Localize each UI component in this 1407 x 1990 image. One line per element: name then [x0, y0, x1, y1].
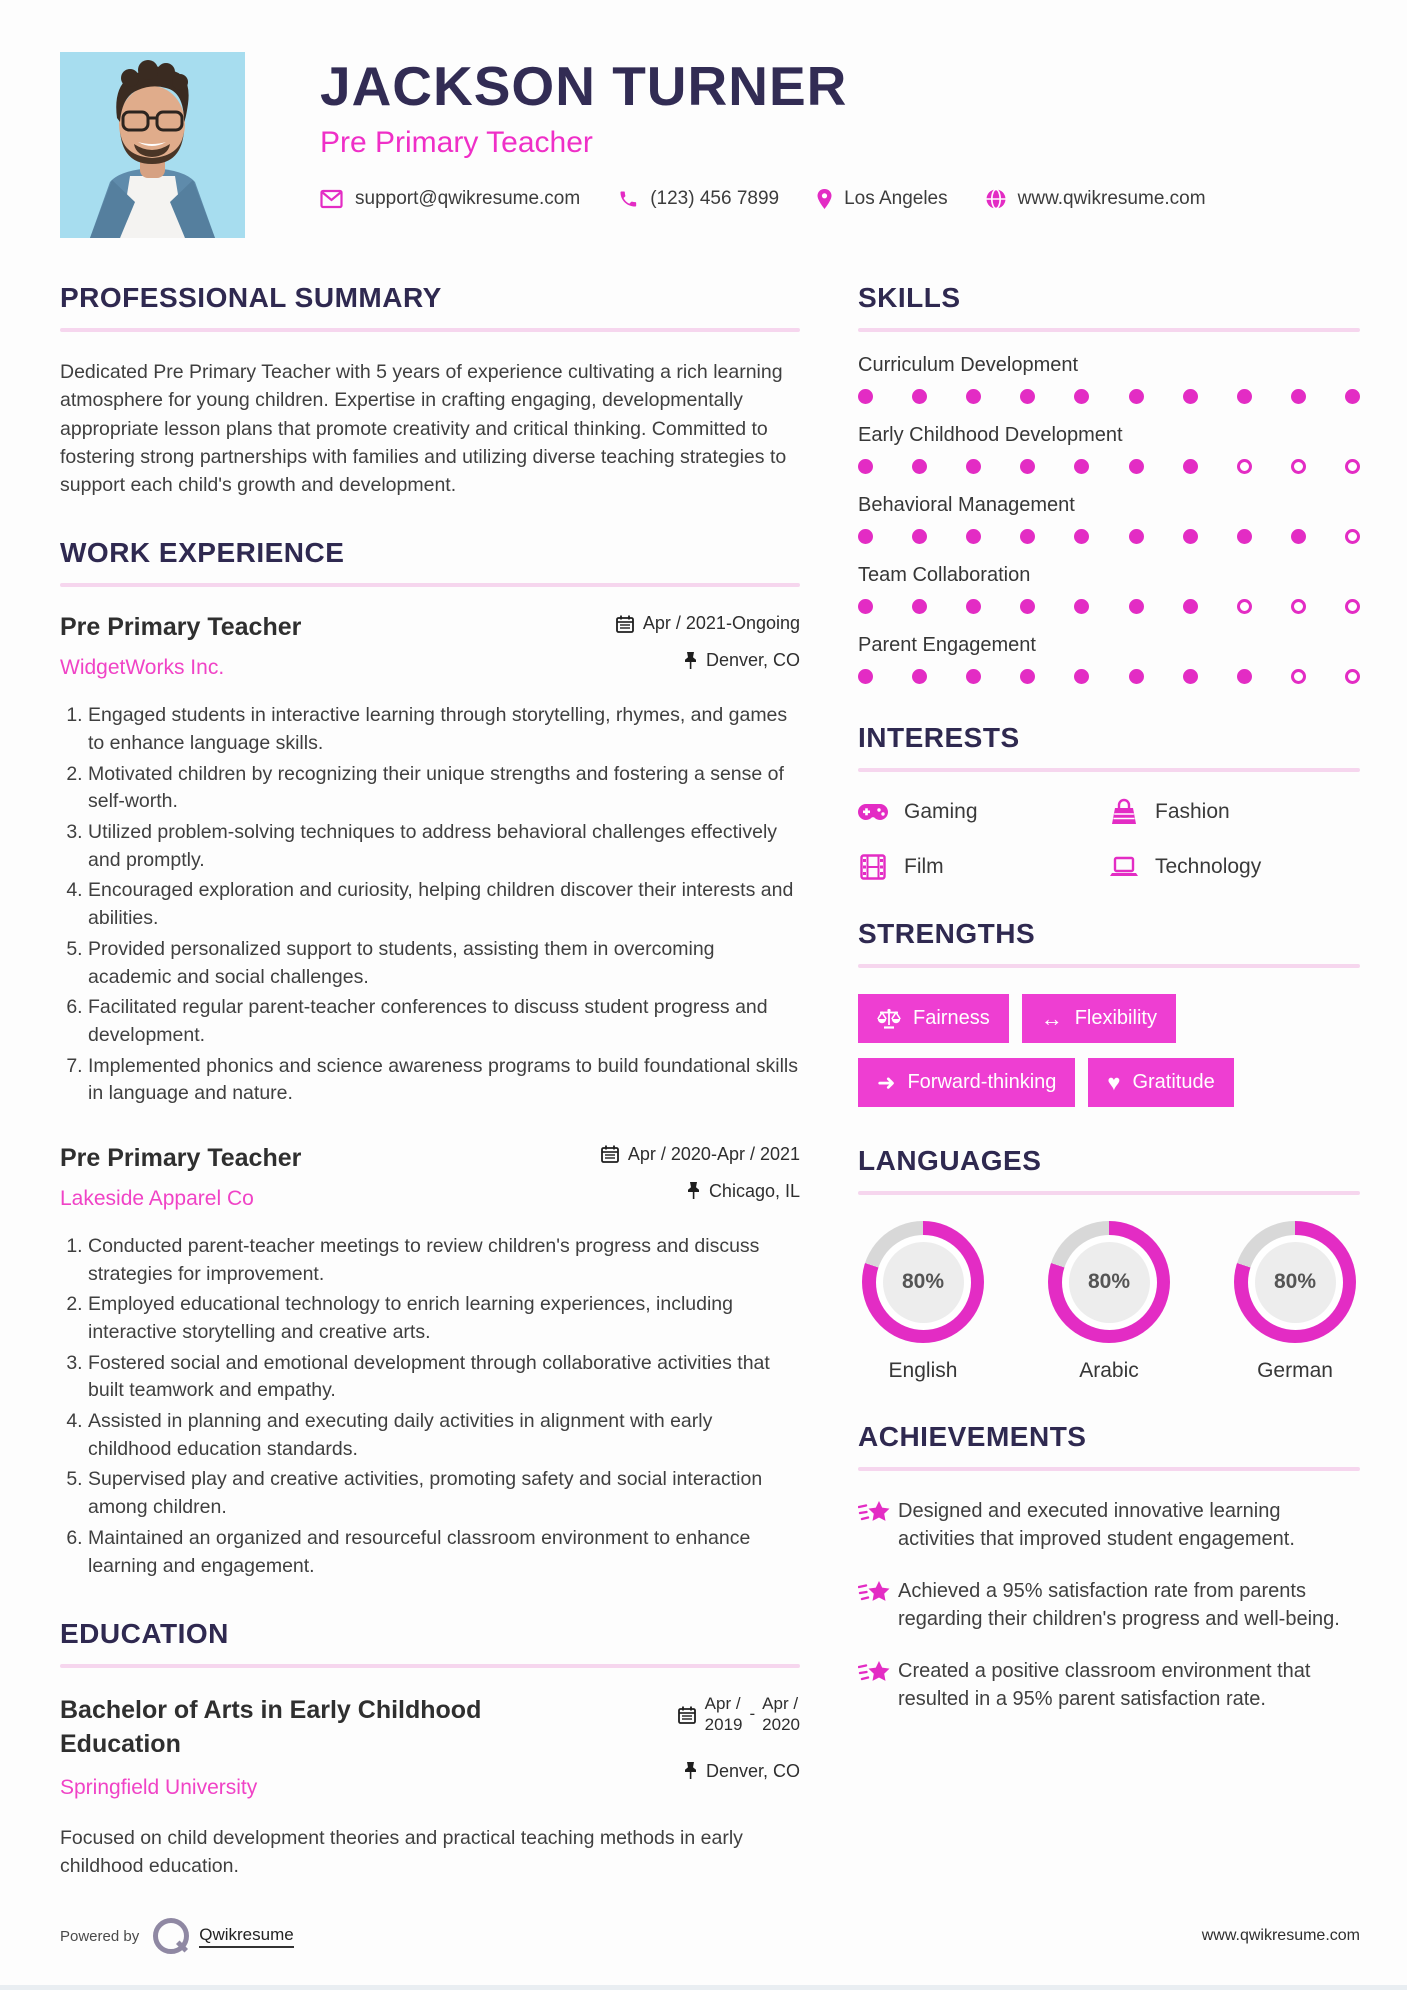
- job-bullet: 2. Motivated children by recognizing their unique strengths and fostering a sense of self-worth.: [88, 761, 800, 816]
- interest-item: Technology: [1109, 854, 1360, 880]
- language-percent: 80%: [1069, 1242, 1150, 1323]
- strength-badge: Fairness: [858, 994, 1009, 1043]
- education-dates: Apr / 2019 - Apr / 2020: [678, 1694, 800, 1735]
- skill-dot: [1020, 459, 1035, 474]
- job-bullet: 5. Supervised play and creative activities, promoting safety and social interaction among children.: [88, 1466, 800, 1521]
- skill-dot: [1291, 669, 1306, 684]
- job-bullet: 1. Engaged students in interactive learning through storytelling, rhymes, and games to enhance language skills.: [88, 702, 800, 757]
- job-bullet: 3. Fostered social and emotional development through collaborative activities that built teamwork and empathy.: [88, 1350, 800, 1405]
- footer-website[interactable]: www.qwikresume.com: [1201, 1927, 1360, 1944]
- profile-photo: [60, 52, 245, 238]
- section-underline: [858, 768, 1360, 772]
- job-bullet-list: [60, 702, 800, 1108]
- pushpin-icon: [684, 652, 697, 670]
- phone-icon: [618, 189, 638, 209]
- strengths-heading: STRENGTHS: [858, 918, 1036, 949]
- gamepad-icon: [858, 802, 888, 822]
- skill-dot: [1291, 529, 1306, 544]
- skill-item: Team Collaboration: [858, 564, 1360, 614]
- skill-item: Parent Engagement: [858, 634, 1360, 684]
- language-percent: 80%: [883, 1242, 964, 1323]
- profile-photo-illustration: [60, 52, 245, 238]
- job-bullet: 4. Assisted in planning and executing daily activities in alignment with early childhood education standards.: [88, 1408, 800, 1463]
- skill-dot: [1074, 529, 1089, 544]
- skill-dot: [966, 529, 981, 544]
- skill-rating: [858, 459, 1360, 474]
- achievement-item: Created a positive classroom environment that resulted in a 95% parent satisfaction rate.: [858, 1657, 1360, 1713]
- language-percent: 80%: [1255, 1242, 1336, 1323]
- skill-dot: [912, 529, 927, 544]
- job-bullet: 1. Conducted parent-teacher meetings to review children's progress and discuss strategies for improvement.: [88, 1233, 800, 1288]
- skill-dot: [1020, 529, 1035, 544]
- work-heading: WORK EXPERIENCE: [60, 537, 345, 569]
- section-work: [60, 537, 800, 1580]
- contact-location-text: Los Angeles: [844, 187, 948, 209]
- skill-rating: [858, 669, 1360, 684]
- skill-dot: [1074, 459, 1089, 474]
- skill-dot: [1074, 669, 1089, 684]
- section-education: [60, 1618, 800, 1880]
- qwikresume-brand-link[interactable]: Qwikresume: [199, 1925, 293, 1948]
- location-pin-icon: [817, 189, 832, 209]
- skill-dot: [1345, 529, 1360, 544]
- calendar-icon: [601, 1145, 619, 1163]
- education-location: Denver, CO: [678, 1761, 800, 1782]
- skill-dot: [1020, 599, 1035, 614]
- summary-heading: PROFESSIONAL SUMMARY: [60, 282, 442, 313]
- interest-item: Film: [858, 854, 1109, 880]
- interest-item: Gaming: [858, 798, 1109, 826]
- section-strengths: [858, 918, 1360, 1107]
- skill-dot: [1237, 459, 1252, 474]
- skill-dot: [1129, 459, 1144, 474]
- achievements-heading: ACHIEVEMENTS: [858, 1421, 1087, 1452]
- contact-website[interactable]: [986, 188, 1206, 210]
- job-entry: [60, 613, 800, 1108]
- skill-dot: [1237, 529, 1252, 544]
- skill-dot: [858, 459, 873, 474]
- skill-item: Early Childhood Development: [858, 424, 1360, 474]
- education-description: Focused on child development theories and practical teaching methods in early childhood education.: [60, 1826, 743, 1877]
- section-summary: [60, 282, 800, 499]
- shooting-star-icon: [858, 1579, 898, 1633]
- skill-dot: [1129, 389, 1144, 404]
- skill-dot: [1183, 669, 1198, 684]
- skill-dot: [1129, 669, 1144, 684]
- scales-icon: [877, 1008, 901, 1030]
- language-gauge: [1048, 1221, 1170, 1343]
- skill-rating: [858, 529, 1360, 544]
- skill-dot: [1345, 389, 1360, 404]
- skill-dot: [1074, 599, 1089, 614]
- skill-dot: [858, 529, 873, 544]
- contact-phone-text: (123) 456 7899: [650, 187, 780, 209]
- achievement-item: Achieved a 95% satisfaction rate from parents regarding their children's progress and well-being.: [858, 1577, 1360, 1633]
- skill-dot: [858, 389, 873, 404]
- strength-badge: ↔ Flexibility: [1022, 994, 1176, 1043]
- skill-dot: [1237, 599, 1252, 614]
- contact-row: [320, 188, 1244, 210]
- job-entry: [60, 1144, 800, 1580]
- job-title: Pre Primary Teacher: [60, 1143, 302, 1172]
- contact-phone: [618, 188, 779, 210]
- education-heading: EDUCATION: [60, 1618, 229, 1650]
- languages-heading: LANGUAGES: [858, 1145, 1042, 1176]
- job-company: WidgetWorks Inc.: [60, 656, 225, 680]
- powered-by-label: Powered by: [60, 1927, 140, 1945]
- contact-email[interactable]: [320, 188, 580, 210]
- job-bullet: 2. Employed educational technology to enrich learning experiences, including interactive storytelling and creative arts.: [88, 1291, 800, 1346]
- laptop-icon: [1109, 856, 1139, 878]
- job-bullet: 6. Facilitated regular parent-teacher conferences to discuss student progress and development.: [88, 994, 800, 1049]
- right-column: [858, 282, 1360, 1918]
- skill-dot: [1183, 599, 1198, 614]
- job-bullet: 7. Implemented phonics and science awareness programs to build foundational skills in language and nature.: [88, 1053, 800, 1108]
- contact-website-text: www.qwikresume.com: [1017, 187, 1206, 209]
- skill-dot: [1291, 599, 1306, 614]
- language-label: Arabic: [1079, 1359, 1139, 1382]
- skill-dot: [858, 669, 873, 684]
- skill-dot: [1183, 459, 1198, 474]
- language-item: [862, 1221, 984, 1383]
- section-underline: [60, 1664, 800, 1668]
- qwikresume-logo-icon: [153, 1918, 189, 1954]
- skill-dot: [1237, 389, 1252, 404]
- section-languages: [858, 1145, 1360, 1383]
- skill-dot: [966, 669, 981, 684]
- school-name: Springfield University: [60, 1775, 258, 1799]
- job-bullet: 5. Provided personalized support to students, assisting them in overcoming academic and social challenges.: [88, 936, 800, 991]
- main-columns: [60, 282, 1360, 1918]
- skill-dot: [1020, 389, 1035, 404]
- job-company: Lakeside Apparel Co: [60, 1186, 254, 1210]
- section-achievements: [858, 1421, 1360, 1713]
- job-dates: Apr / 2021-Ongoing: [616, 613, 800, 634]
- language-gauge: [862, 1221, 984, 1343]
- job-bullet: 6. Maintained an organized and resourceful classroom environment to enhance learning and engagement.: [88, 1525, 800, 1580]
- achievement-item: Designed and executed innovative learning activities that improved student engagement.: [858, 1497, 1360, 1553]
- skill-dot: [966, 389, 981, 404]
- interests-heading: INTERESTS: [858, 722, 1020, 753]
- header-text: [320, 44, 1244, 210]
- skill-rating: [858, 389, 1360, 404]
- skill-dot: [1020, 669, 1035, 684]
- language-label: English: [888, 1359, 958, 1382]
- language-label: German: [1257, 1359, 1333, 1382]
- skill-dot: [1183, 389, 1198, 404]
- strength-badge: ♥ Gratitude: [1088, 1058, 1233, 1107]
- job-bullet-list: [60, 1233, 800, 1580]
- person-title: Pre Primary Teacher: [320, 125, 593, 159]
- handbag-icon: [1109, 798, 1139, 826]
- calendar-icon: [678, 1706, 696, 1724]
- skill-dot: [1345, 599, 1360, 614]
- pushpin-icon: [684, 1762, 697, 1780]
- strength-badge: ➜ Forward-thinking: [858, 1058, 1075, 1107]
- job-title: Pre Primary Teacher: [60, 613, 302, 642]
- skill-dot: [1345, 669, 1360, 684]
- language-item: [1048, 1221, 1170, 1383]
- job-dates: Apr / 2020-Apr / 2021: [601, 1144, 800, 1165]
- contact-location: [817, 188, 948, 210]
- job-bullet: 4. Encouraged exploration and curiosity, helping children discover their interests and abilities.: [88, 877, 800, 932]
- skill-dot: [1074, 389, 1089, 404]
- pushpin-icon: [687, 1182, 700, 1200]
- section-interests: [858, 722, 1360, 880]
- skill-dot: [1291, 459, 1306, 474]
- skill-dot: [1291, 389, 1306, 404]
- contact-email-text: support@qwikresume.com: [355, 187, 581, 209]
- language-gauge: [1234, 1221, 1356, 1343]
- left-column: [60, 282, 800, 1918]
- film-icon: [858, 854, 888, 880]
- footer: [60, 1918, 1360, 1954]
- page-bottom-edge: [0, 1985, 1407, 1990]
- degree-title: Bachelor of Arts in Early Childhood Education: [60, 1696, 482, 1758]
- section-underline: [60, 328, 800, 332]
- job-location: Chicago, IL: [601, 1181, 800, 1202]
- section-underline: [858, 1467, 1360, 1471]
- section-underline: [858, 964, 1360, 968]
- section-underline: [858, 328, 1360, 332]
- skill-dot: [966, 599, 981, 614]
- skills-heading: SKILLS: [858, 282, 961, 313]
- shooting-star-icon: [858, 1659, 898, 1713]
- skill-dot: [1183, 529, 1198, 544]
- skill-item: Curriculum Development: [858, 354, 1360, 404]
- left-right-arrow-icon: ↔: [1040, 1005, 1063, 1031]
- section-underline: [858, 1191, 1360, 1195]
- email-icon: [320, 189, 343, 209]
- skill-dot: [1345, 459, 1360, 474]
- job-bullet: 3. Utilized problem-solving techniques to address behavioral challenges effectively and promptly.: [88, 819, 800, 874]
- skill-dot: [912, 459, 927, 474]
- heart-icon: ♥: [1107, 1069, 1121, 1095]
- skill-dot: [1129, 599, 1144, 614]
- section-underline: [60, 583, 800, 587]
- skill-dot: [966, 459, 981, 474]
- interest-item: Fashion: [1109, 798, 1360, 826]
- skill-dot: [912, 669, 927, 684]
- job-location: Denver, CO: [616, 650, 800, 671]
- right-arrow-icon: ➜: [877, 1069, 896, 1095]
- header: [60, 44, 1360, 238]
- calendar-icon: [616, 615, 634, 633]
- skill-dot: [1237, 669, 1252, 684]
- shooting-star-icon: [858, 1499, 898, 1553]
- skill-dot: [858, 599, 873, 614]
- skill-rating: [858, 599, 1360, 614]
- globe-icon: [986, 189, 1006, 209]
- skill-item: Behavioral Management: [858, 494, 1360, 544]
- person-name: JACKSON TURNER: [320, 55, 848, 117]
- language-item: [1234, 1221, 1356, 1383]
- skill-dot: [912, 599, 927, 614]
- section-skills: [858, 282, 1360, 684]
- summary-text: Dedicated Pre Primary Teacher with 5 years of experience cultivating a rich learning atmosphere for young children. Expertise in crafting engaging, developmentally appropriate lesson plans that promote creativity and critical thinking. Committed to fostering strong partnerships with families and utilizing diverse teaching strategies to support each child's growth and development.: [60, 361, 787, 497]
- skill-dot: [912, 389, 927, 404]
- skill-dot: [1129, 529, 1144, 544]
